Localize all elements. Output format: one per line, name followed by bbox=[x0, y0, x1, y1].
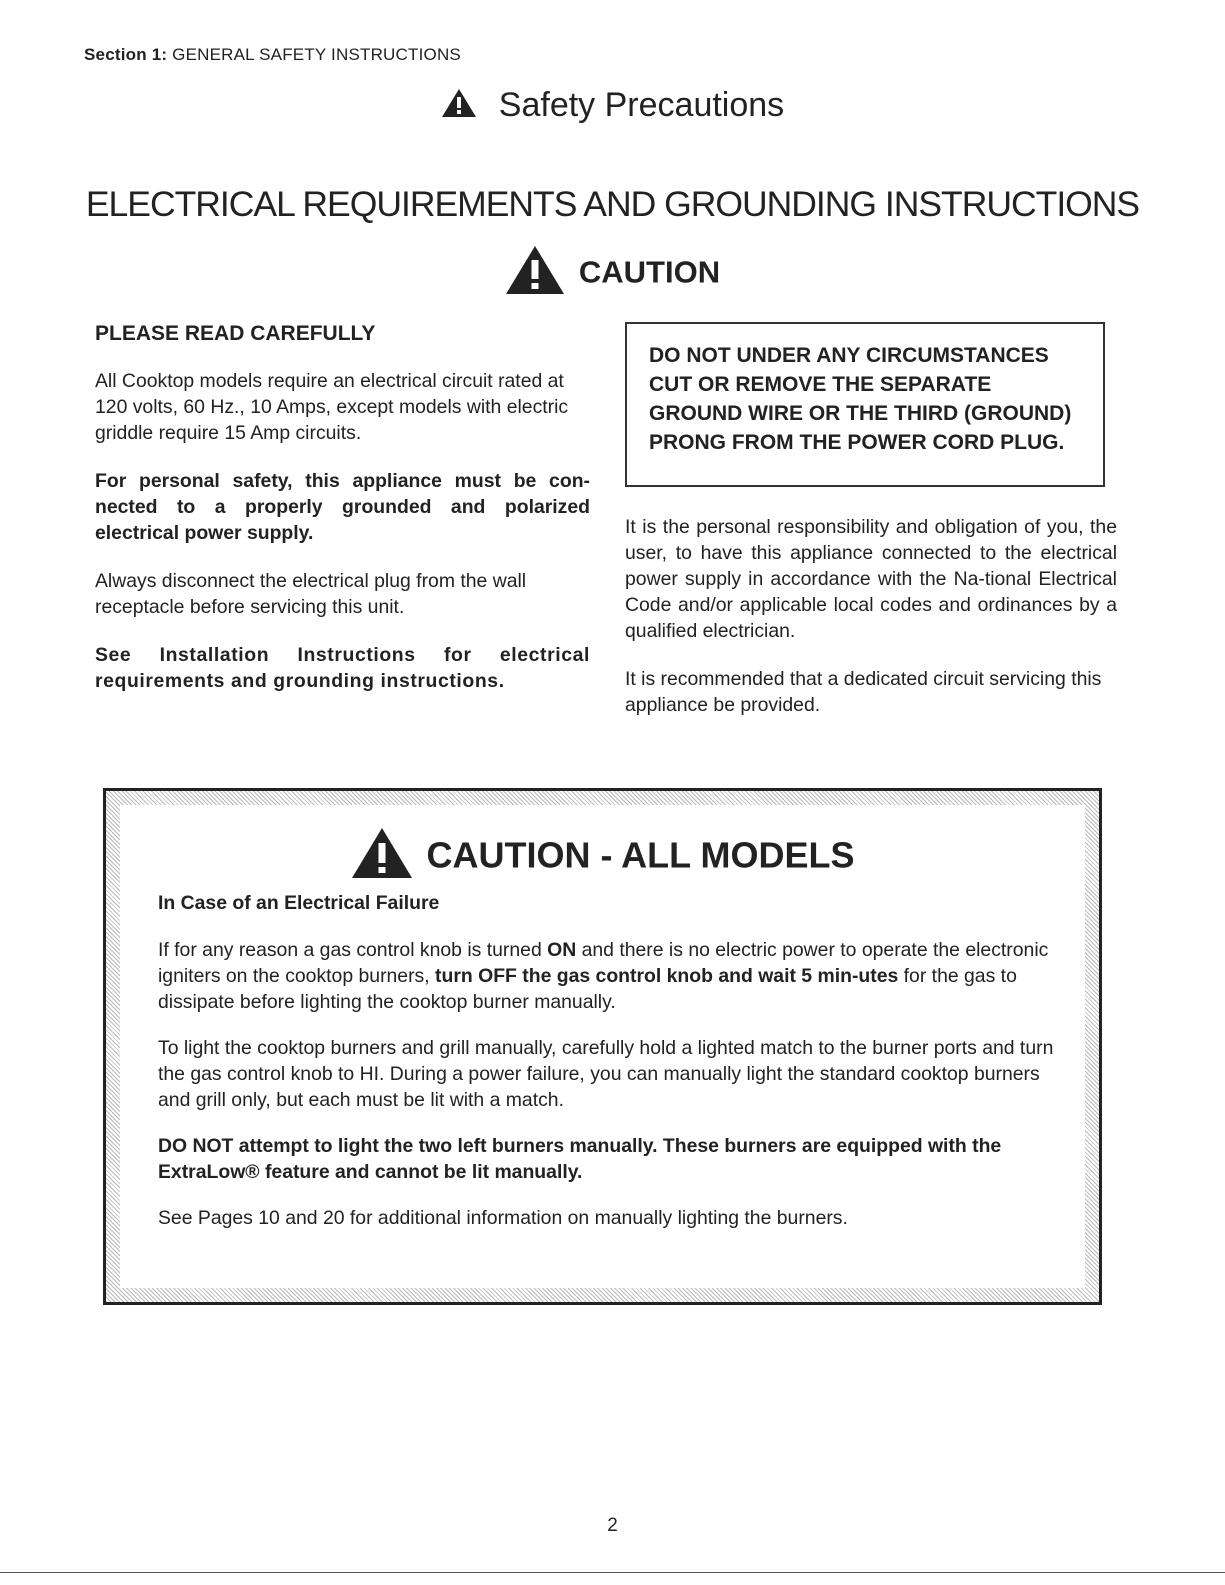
page-heading-text: Safety Precautions bbox=[498, 86, 785, 124]
circuit-rating-paragraph: All Cooktop models require an electrical circuit rated at 120 volts, 60 Hz., 10 Amps, except models with electric griddle require 15 Amp circuits. bbox=[95, 370, 569, 444]
installation-paragraph: See Installation Instructions for electrical requirements and grounding instructions. bbox=[95, 644, 590, 692]
all-models-caution-box bbox=[103, 788, 1102, 1305]
warning-triangle-icon bbox=[351, 827, 413, 884]
all-models-heading-text: CAUTION - ALL MODELS bbox=[426, 834, 855, 876]
warning-triangle-icon bbox=[441, 88, 477, 123]
section-number: Section 1: bbox=[84, 45, 168, 64]
text-run: and there is no electric power to operate the electronic igniters on the cooktop burners, bbox=[158, 939, 1049, 987]
dedicated-circuit-paragraph: It is recommended that a dedicated circuit servicing this appliance be provided. bbox=[625, 668, 1102, 716]
page-heading bbox=[0, 86, 1225, 125]
warning-triangle-icon bbox=[505, 245, 565, 300]
caution-heading-text: CAUTION bbox=[578, 254, 721, 290]
electrical-failure-subheading: In Case of an Electrical Failure bbox=[158, 892, 440, 914]
responsibility-paragraph: It is the personal responsibility and obligation of you, the user, to have this appliance connected to the electrical power supply in accordance with the Na-tional Electrical Code and/or applicable local codes and ordinances by a qualified electrician. bbox=[625, 516, 1117, 642]
text-run: for the gas to dissipate before lighting the cooktop burner manually. bbox=[158, 965, 1017, 1013]
right-column bbox=[625, 514, 1117, 740]
all-models-body bbox=[158, 892, 1063, 1251]
please-read-heading: PLEASE READ CAREFULLY bbox=[95, 322, 376, 345]
text-run-bold: turn OFF the gas control knob and wait 5 min-utes bbox=[435, 965, 899, 987]
section-title: GENERAL SAFETY INSTRUCTIONS bbox=[167, 45, 461, 64]
all-models-caution-content bbox=[120, 805, 1085, 1288]
caution-heading bbox=[0, 245, 1225, 300]
disconnect-paragraph: Always disconnect the electrical plug from the wall receptacle before servicing this unit. bbox=[95, 570, 527, 618]
extralow-warning-paragraph: DO NOT attempt to light the two left burners manually. These burners are equipped with the ExtraLow® feature and cannot be lit manually. bbox=[158, 1135, 1002, 1183]
manual-lighting-paragraph: To light the cooktop burners and grill manually, carefully hold a lighted match to the burner ports and turn the gas control knob to HI. During a power failure, you can manually light the standard cooktop burners and grill only, but each must be lit with a match. bbox=[158, 1037, 1054, 1111]
warning-box-text: DO NOT UNDER ANY CIRCUMSTANCES CUT OR REMOVE THE SEPARATE GROUND WIRE OR THE THIRD (GROUND) PRONG FROM THE POWER CORD PLUG. bbox=[649, 344, 1072, 454]
grounding-paragraph: For personal safety, this appliance must be con-nected to a properly grounded and polarized electrical power supply. bbox=[95, 470, 590, 544]
see-pages-paragraph: See Pages 10 and 20 for additional information on manually lighting the burners. bbox=[158, 1207, 848, 1229]
ground-prong-warning-box bbox=[625, 322, 1105, 487]
main-title: ELECTRICAL REQUIREMENTS AND GROUNDING INSTRUCTIONS bbox=[85, 184, 1140, 224]
text-run-bold: ON bbox=[547, 939, 577, 961]
section-label bbox=[84, 45, 461, 65]
all-models-heading bbox=[120, 827, 1085, 884]
left-column bbox=[95, 322, 590, 716]
text-run: If for any reason a gas control knob is turned bbox=[158, 939, 548, 961]
gas-knob-paragraph bbox=[158, 937, 1063, 1015]
page-number: 2 bbox=[607, 1515, 618, 1536]
bottom-rule bbox=[0, 1572, 1225, 1573]
